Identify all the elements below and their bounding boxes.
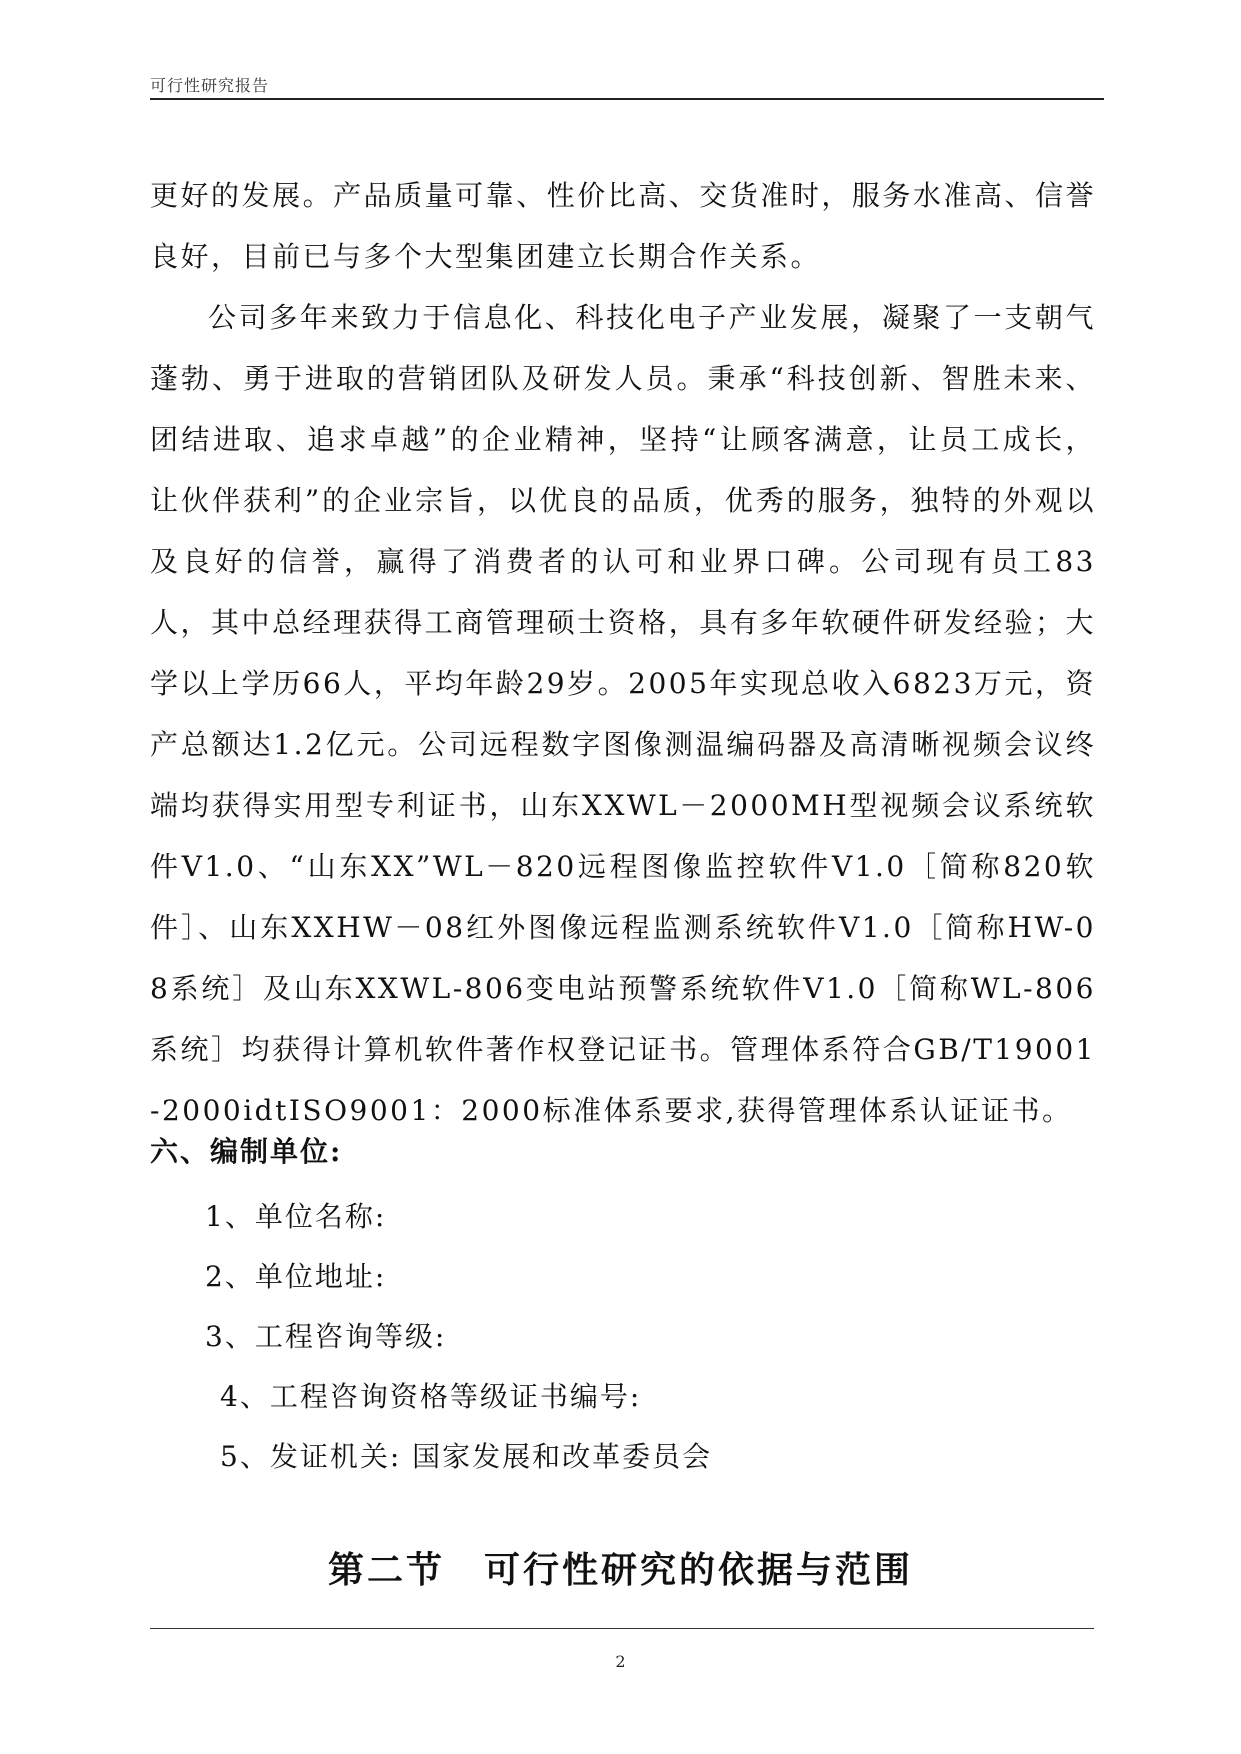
page-number: 2 xyxy=(615,1652,626,1671)
section-heading: 六、编制单位: xyxy=(150,1135,343,1168)
header-divider xyxy=(150,98,1104,100)
running-header: 可行性研究报告 xyxy=(150,76,270,95)
list-item-issuing-authority: 5、发证机关: 国家发展和改革委员会 xyxy=(220,1440,713,1473)
paragraph-company-profile: 公司多年来致力于信息化、科技化电子产业发展，凝聚了一支朝气蓬勃、勇于进取的营销团队及研发人员。秉承“科技创新、智胜未来、团结进取、追求卓越”的企业精神，坚持“让顾客满意，让员工成长，让伙伴获利”的企业宗旨，以优良的品质，优秀的服务，独特的外观以及良好的信誉，赢得了消费者的认可和业界口碑。公司现有员工83人，其中总经理获得工商管理硕士资格，具有多年软硬件研发经验；大学以上学历66人，平均年龄29岁。2005年实现总收入6823万元，资产总额达1.2亿元。公司远程数字图像测温编码器及高清晰视频会议终端均获得实用型专利证书，山东XXWL－2000MH型视频会议系统软件V1.0、“山东XX”WL－820远程图像监控软件V1.0［简称820软件］、山东XXHW－08红外图像远程监测系统软件V1.0［简称HW-08系统］及山东XXWL-806变电站预警系统软件V1.0［简称WL-806系统］均获得计算机软件著作权登记证书。管理体系符合GB/T19001-2000idtISO9001：2000标准体系要求,获得管理体系认证证书。 xyxy=(150,301,1096,1127)
list-item-certificate-number: 4、工程咨询资格等级证书编号: xyxy=(220,1380,642,1413)
list-item-unit-name: 1、单位名称: xyxy=(205,1200,387,1233)
list-item-unit-address: 2、单位地址: xyxy=(205,1260,387,1293)
footer-divider xyxy=(150,1628,1094,1629)
paragraph-continuation: 更好的发展。产品质量可靠、性价比高、交货准时，服务水准高、信誉良好，目前已与多个大型集团建立长期合作关系。 xyxy=(150,179,1096,273)
chapter-title: 第二节 可行性研究的依据与范围 xyxy=(327,1549,913,1591)
body-text xyxy=(150,165,1096,1141)
list-item-consulting-grade: 3、工程咨询等级: xyxy=(205,1320,447,1353)
